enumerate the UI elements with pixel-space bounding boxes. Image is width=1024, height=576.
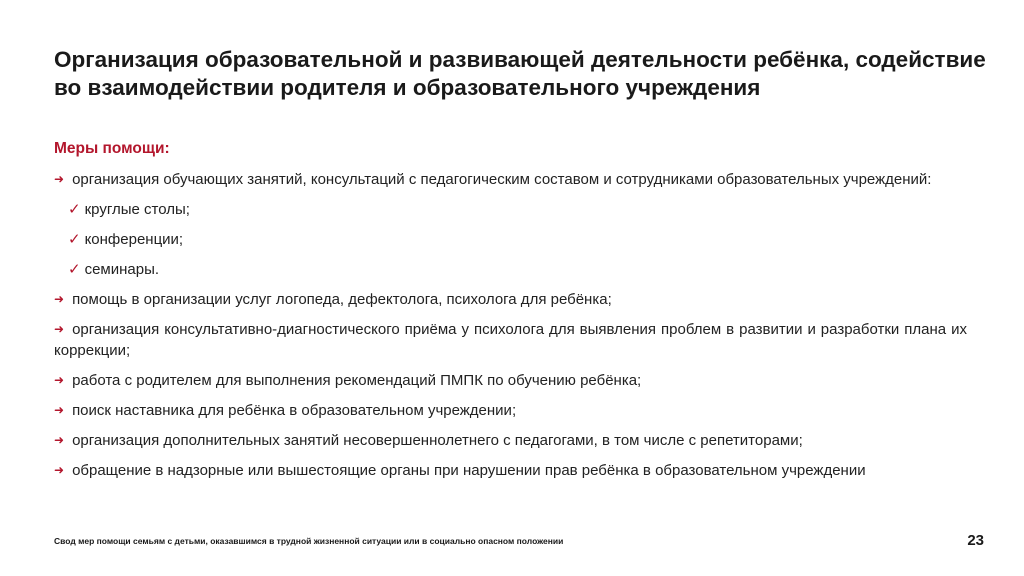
list-item-text: поиск наставника для ребёнка в образовательном учреждении; xyxy=(72,402,517,419)
sub-list-item xyxy=(68,199,967,220)
sub-list-item xyxy=(68,229,967,250)
list-item xyxy=(54,400,967,421)
list-item xyxy=(54,169,967,190)
sub-list-item-text: круглые столы; xyxy=(84,201,190,218)
slide-title: Организация образовательной и развивающей деятельности ребёнка, содействие во взаимодействии родителя и образовательного учреждения xyxy=(54,47,986,100)
list-item-text: организация консультативно-диагностического приёма у психолога для выявления проблем в развитии и разработки плана их коррекции; xyxy=(54,321,967,359)
arrow-right-icon: ➜ xyxy=(54,292,65,306)
sub-list-item xyxy=(68,259,967,280)
list-item xyxy=(54,460,967,481)
list-item-text: работа с родителем для выполнения рекомендаций ПМПК по обучению ребёнка; xyxy=(72,372,642,389)
list-item-text: помощь в организации услуг логопеда, дефектолога, психолога для ребёнка; xyxy=(72,291,612,308)
arrow-right-icon: ➜ xyxy=(54,373,65,387)
measures-list xyxy=(54,169,967,481)
arrow-right-icon: ➜ xyxy=(54,172,65,186)
list-item xyxy=(54,370,967,391)
section-heading: Меры помощи: xyxy=(54,140,170,157)
page-number: 23 xyxy=(967,532,984,549)
list-item-text: обращение в надзорные или вышестоящие органы при нарушении прав ребёнка в образовательном учреждении xyxy=(72,462,866,479)
sub-list-item-text: конференции; xyxy=(84,231,184,248)
arrow-right-icon: ➜ xyxy=(54,433,65,447)
list-item-text: организация дополнительных занятий несовершеннолетнего с педагогами, в том числе с репетиторами; xyxy=(72,432,803,449)
arrow-right-icon: ➜ xyxy=(54,403,65,417)
sub-list-item-text: семинары. xyxy=(84,261,160,278)
arrow-right-icon: ➜ xyxy=(54,463,65,477)
checkmark-icon: ✓ xyxy=(68,231,81,248)
list-item-text: организация обучающих занятий, консультаций с педагогическим составом и сотрудниками образовательных учреждений: xyxy=(72,171,932,188)
arrow-right-icon: ➜ xyxy=(54,322,65,336)
list-item xyxy=(54,289,967,310)
checkmark-icon: ✓ xyxy=(68,201,81,218)
list-item xyxy=(54,430,967,451)
list-item xyxy=(54,319,967,361)
footer-note: Свод мер помощи семьям с детьми, оказавшимся в трудной жизненной ситуации или в социально опасном положении xyxy=(54,536,564,546)
checkmark-icon: ✓ xyxy=(68,261,81,278)
